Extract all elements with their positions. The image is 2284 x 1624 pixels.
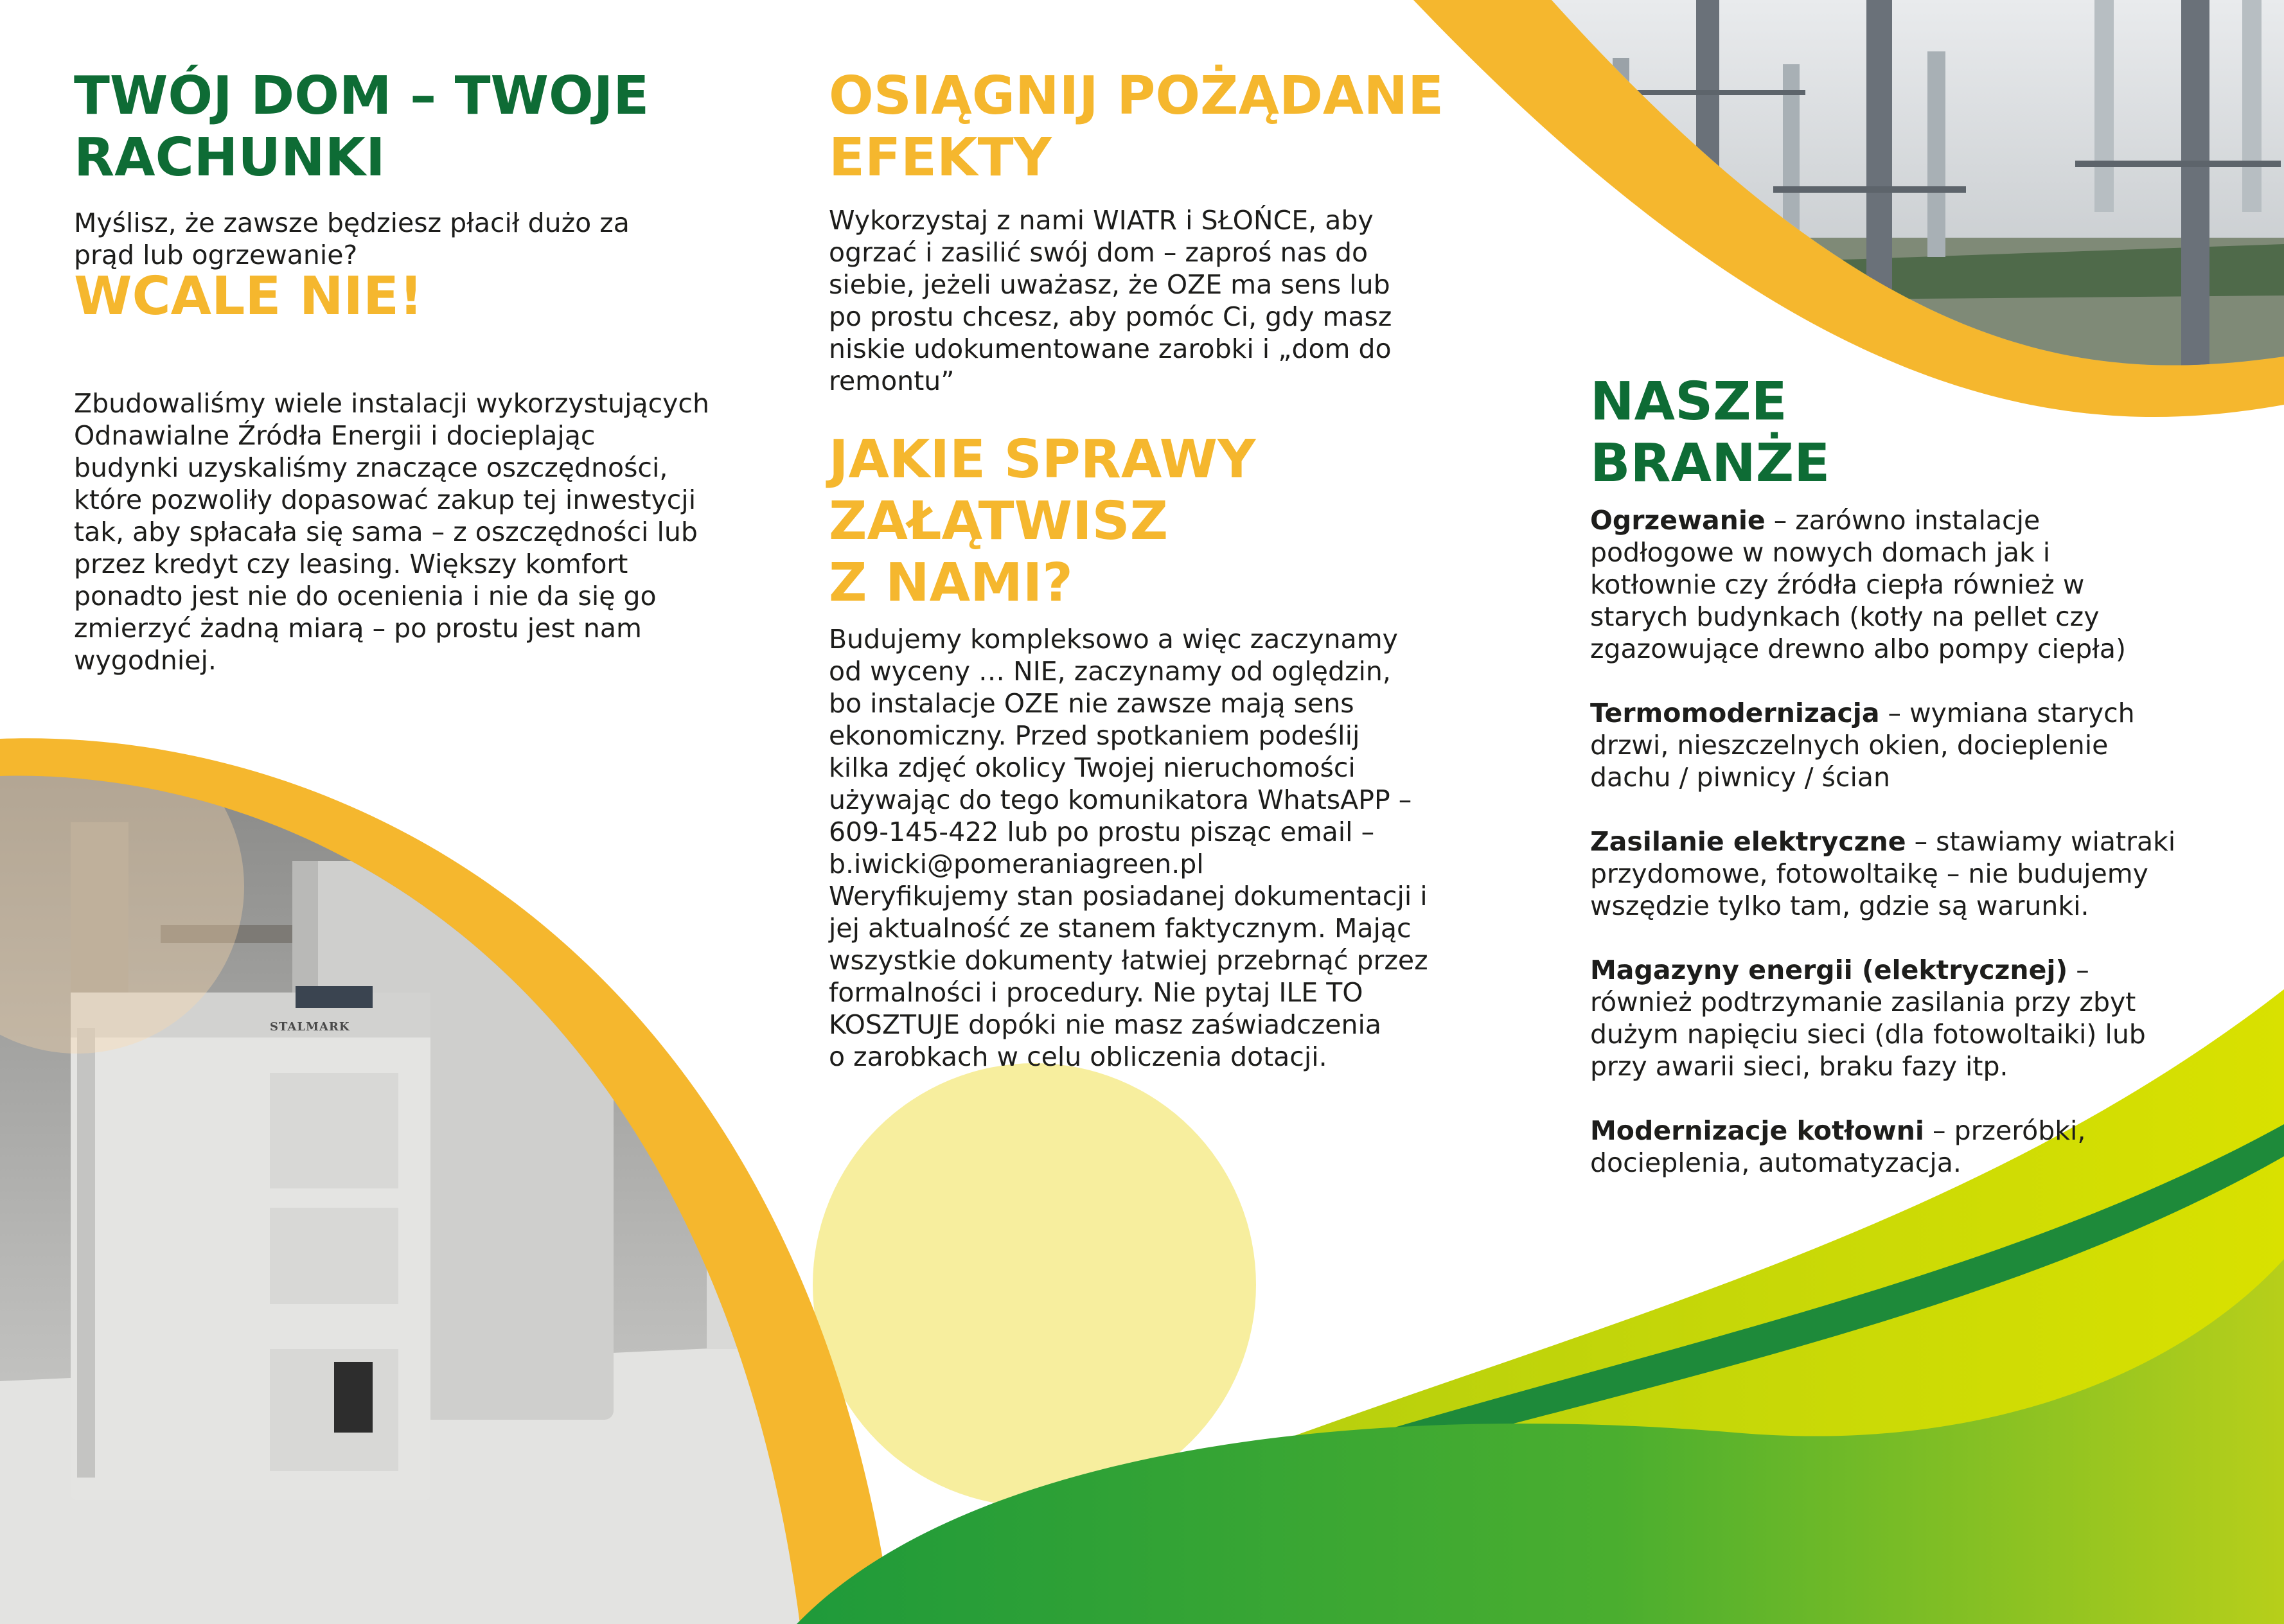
boiler-brand-label: STALMARK xyxy=(270,1020,350,1034)
industry-power-supply xyxy=(1590,825,2252,922)
industry-boiler-modernization xyxy=(1590,1115,2252,1179)
industry-heating-title: Ogrzewanie xyxy=(1590,505,1766,536)
body-text-col2: Budujemy kompleksowo a więc zaczynamy od wyceny … NIE, zaczynamy od oględzin, bo instalacje OZE nie zawsze mają sens ekonomiczny. Przed spotkaniem podeślij kilka zdjęć okolicy Twojej nieruchomości używając do tego komunikatora WhatsAPP – 609-145-422 lub po prostu pisząc email – b.iwicki@pomeraniagreen.pl Weryfikujemy stan posiadanej dokumentacji i jej aktualność ze stanem faktycznym. Mając wszystkie dokumenty łatwiej przebrnąć przez formalności i procedury. Nie pytaj ILE TO KOSZTUJE dopóki nie masz zaświadczenia o zarobkach w celu obliczenia dotacji. xyxy=(829,624,1428,1072)
heading-achieve-results: OSIĄGNIJ POŻĄDANE EFEKTY xyxy=(829,66,1444,188)
industry-heating xyxy=(1590,504,2252,665)
subheading-not-at-all: WCALE NIE! xyxy=(74,266,423,327)
industry-power-supply-title: Zasilanie elektryczne xyxy=(1590,826,1906,857)
industry-thermomodernization-desc: – wymiana starych drzwi, nieszczelnych okien, docieplenie dachu / piwnicy / ścian xyxy=(1590,698,2135,793)
body-text-col1: Zbudowaliśmy wiele instalacji wykorzystujących Odnawialne Źródła Energii i docieplając budynki uzyskaliśmy znaczące oszczędności, które pozwoliły dopasować zakup tej inwestycji tak, aby spłacała się sama – z oszczędności lub przez kredyt czy leasing. Większy komfort ponadto jest nie do ocenienia i nie da się go zmierzyć żadną miarą – po prostu jest nam wygodniej. xyxy=(74,388,709,676)
intro-text-col1: Myślisz, że zawsze będziesz płacił dużo za prąd lub ogrzewanie? xyxy=(74,207,630,270)
heading-our-industries: NASZE BRANŻE xyxy=(1590,371,1830,494)
industry-energy-storage-title: Magazyny energii (elektrycznej) xyxy=(1590,955,2068,985)
sun-circle-decoration xyxy=(813,1063,1256,1506)
industry-energy-storage-desc: – również podtrzymanie zasilania przy zbyt dużym napięciu sieci (dla fotowoltaiki) lub przy awarii sieci, braku fazy itp. xyxy=(1590,955,2146,1082)
industry-boiler-modernization-desc: – przeróbki, docieplenia, automatyzacja. xyxy=(1590,1115,2086,1178)
intro-text-col2: Wykorzystaj z nami WIATR i SŁOŃCE, aby ogrzać i zasilić swój dom – zaproś nas do siebie, jeżeli uważasz, że OZE ma sens lub po prostu chcesz, aby pomóc Ci, gdy masz niskie udokumentowane zarobki i „dom do remontu” xyxy=(829,205,1392,396)
industry-power-supply-desc: – stawiamy wiatraki przydomowe, fotowoltaikę – nie budujemy wszędzie tylko tam, gdzie są warunki. xyxy=(1590,826,2176,921)
industry-heating-desc: – zarówno instalacje podłogowe w nowych domach jak i kotłownie czy źródła ciepła również w starych budynkach (kotły na pellet czy zgazowujące drewno albo pompy ciepła) xyxy=(1590,505,2126,664)
industry-thermomodernization xyxy=(1590,697,2252,793)
heading-your-home-your-bills: TWÓJ DOM – TWOJE RACHUNKI xyxy=(74,66,650,188)
industry-thermomodernization-title: Termomodernizacja xyxy=(1590,698,1880,728)
industry-energy-storage xyxy=(1590,954,2252,1082)
subheading-what-matters: JAKIE SPRAWY ZAŁĄTWISZ Z NAMI? xyxy=(829,429,1256,613)
industry-boiler-modernization-title: Modernizacje kotłowni xyxy=(1590,1115,1924,1146)
